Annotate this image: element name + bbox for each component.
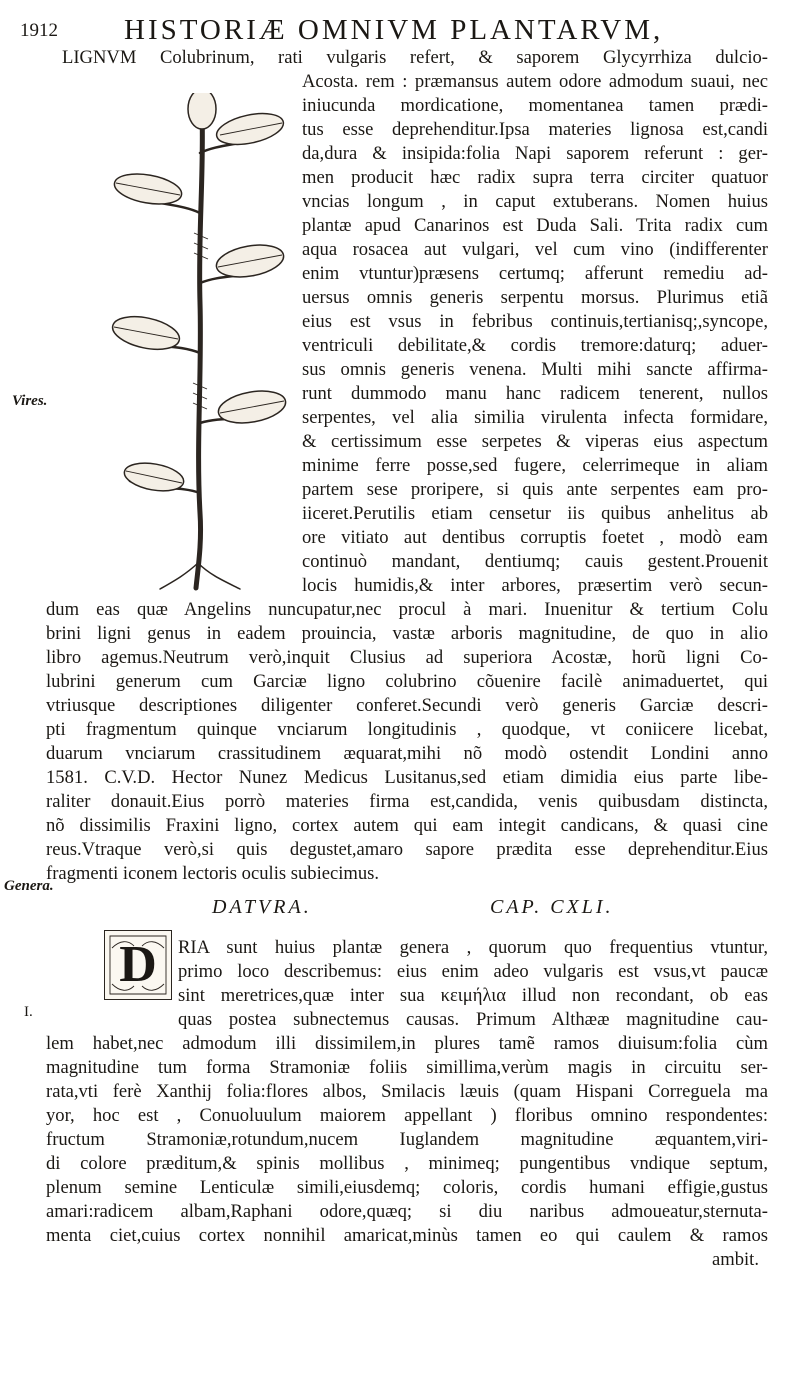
text-line: menta ciet,cuius cortex nonnihil amaricat,minùs tamen eo qui caulem & ramos <box>46 1225 768 1246</box>
text-line: eius est vsus in febribus continuis,tertianisq;,syncope, <box>302 311 768 332</box>
text-line: serpentes, vel alia similia virulenta infecta formidare, <box>302 407 768 428</box>
plant-illustration <box>100 93 300 593</box>
text-line: continuò mandant, dentiumq; cauis gestent.Prouenit <box>302 551 768 572</box>
text-line: ambit. <box>712 1249 759 1270</box>
text-line: RIA sunt huius plantæ genera , quorum quo frequentius vtuntur, <box>178 937 768 958</box>
text-line: lubrini generum cum Garciæ ligno colubrino cõuenire facilè animaduertet, qui <box>46 671 768 692</box>
text-line: quas postea subnectemus causas. Primum Althææ magnitudine cau- <box>178 1009 768 1030</box>
text-line: ore vitiato aut dentibus corruptis foetet , modò eam <box>302 527 768 548</box>
text-line: runt dummodo manu hanc radicem tenerent, nullos <box>302 383 768 404</box>
text-line: men producit hæc radix supra terra circiter quatuor <box>302 167 768 188</box>
text-line: libro agemus.Neutrum verò,inquit Clusius ad superiora Acostæ, horũ ligni Co- <box>46 647 768 668</box>
text-line: partem sese proripere, si quis ante serpentes eam pro- <box>302 479 768 500</box>
page-number: 1912 <box>20 20 58 41</box>
chapter-title: DATVRA. <box>212 896 312 918</box>
text-line: nõ dissimilis Fraxini ligno, cortex autem qui eam integit candicans, & quasi cine <box>46 815 768 836</box>
item-numeral: I. <box>24 1004 33 1020</box>
chapter-number: CAP. CXLI. <box>490 896 614 918</box>
text-line: fragmenti iconem lectoris oculis subiecimus. <box>46 863 380 884</box>
text-line: primo loco describemus: eius enim adeo vulgaris est vsus,vt paucæ <box>178 961 768 982</box>
text-line: tus esse deprehenditur.Ipsa materies lignosa est,candi <box>302 119 768 140</box>
running-header-title: HISTORIÆ OMNIVM PLANTARVM, <box>124 14 664 46</box>
text-line: da,dura & insipida:folia Napi saporem referunt : ger- <box>302 143 768 164</box>
text-line: amari:radicem albam,Raphani odore,quæq; si diu naribus admoueatur,sternuta- <box>46 1201 768 1222</box>
text-line: fructum Stramoniæ,rotundum,nucem Iuglandem magnitudine æquantem,viri- <box>46 1129 768 1150</box>
text-line: ventriculi debilitate,& cordis tremore:daturq; aduer- <box>302 335 768 356</box>
text-line: locis humidis,& inter arbores, præsertim verò secun- <box>302 575 768 596</box>
text-line: yor, hoc est , Conuoluulum maiorem appellant ) floribus omnino respondentes: <box>46 1105 768 1126</box>
margin-note-genera: Genera. <box>4 878 54 894</box>
text-line: pti fragmentum quinque vnciarum longitudinis , quodque, vt coniicere licebat, <box>46 719 768 740</box>
text-line: LIGNVM Colubrinum, rati vulgaris refert, & saporem Glycyrrhiza dulcio- <box>62 47 768 68</box>
text-line: brini ligni genus in eadem prouincia, vastæ arboris magnitudine, de quo in alio <box>46 623 768 644</box>
text-line: iiceret.Perutilis etiam censetur iis quibus anhelitus ab <box>302 503 768 524</box>
text-line: rata,vti ferè Xanthij folia:flores albos, Smilacis læuis (quam Hispani Correguela ma <box>46 1081 768 1102</box>
initial-letter: D <box>119 936 157 993</box>
text-line: lem habet,nec admodum illi dissimilem,in plures tamẽ ramos diuisum:folia cùm <box>46 1033 768 1054</box>
text-line: & certissimum esse serpetes & viperas eius aspectum <box>302 431 768 452</box>
text-line: enim vtuntur)præsens certumq; afferunt remediu ad- <box>302 263 768 284</box>
text-line: sint meretrices,quæ inter sua κειμήλια illud non recondant, ob eas <box>178 985 768 1006</box>
text-line: plenum semine Lenticulæ simili,eiusdemq; coloris, cordis humani effigie,gustus <box>46 1177 768 1198</box>
text-line: magnitudine tum forma Stramoniæ foliis simillima,verùm magis in circuitu ser- <box>46 1057 768 1078</box>
margin-note-vires: Vires. <box>12 393 48 409</box>
text-line: aqua rosacea aut vulgari, vel cum vino (indifferenter <box>302 239 768 260</box>
text-line: vtriusque descriptiones diligenter conferet.Secundi verò generis Garciæ descri- <box>46 695 768 716</box>
text-line: reus.Vtraque verò,si quis degustet,amaro sapore prædita esse deprehenditur.Eius <box>46 839 768 860</box>
text-line: iniucunda mordicatione, momentanea tamen prædi- <box>302 95 768 116</box>
text-line: dum eas quæ Angelins nuncupatur,nec procul à mari. Inuenitur & tertium Colu <box>46 599 768 620</box>
text-line: 1581. C.V.D. Hector Nunez Medicus Lusitanus,sed etiam dimidia eius parte libe- <box>46 767 768 788</box>
text-line: minime ferre posse,sed fugere, celerrimeque in aliam <box>302 455 768 476</box>
text-line: uersus omnis generis serpentu morsus. Plurimus etiã <box>302 287 768 308</box>
text-line: raliter donauit.Eius porrò materies firma est,candida, venis quibusdam distincta, <box>46 791 768 812</box>
text-line: Acosta. rem : præmansus autem odore admodum suaui, nec <box>302 71 768 92</box>
text-line: duarum vnciarum crassitudinem æquarat,mihi nõ modò ostendit Londini anno <box>46 743 768 764</box>
text-line: di colore præditum,& spinis mollibus , minimeq; pungentibus vndique septum, <box>46 1153 768 1174</box>
decorated-initial <box>104 930 172 1000</box>
text-line: plantæ apud Canarinos est Duda Sali. Trita radix cum <box>302 215 768 236</box>
text-line: vncias longum , in caput extuberans. Nomen huius <box>302 191 768 212</box>
text-line: sus omnis generis venena. Multi mihi sancte affirma- <box>302 359 768 380</box>
